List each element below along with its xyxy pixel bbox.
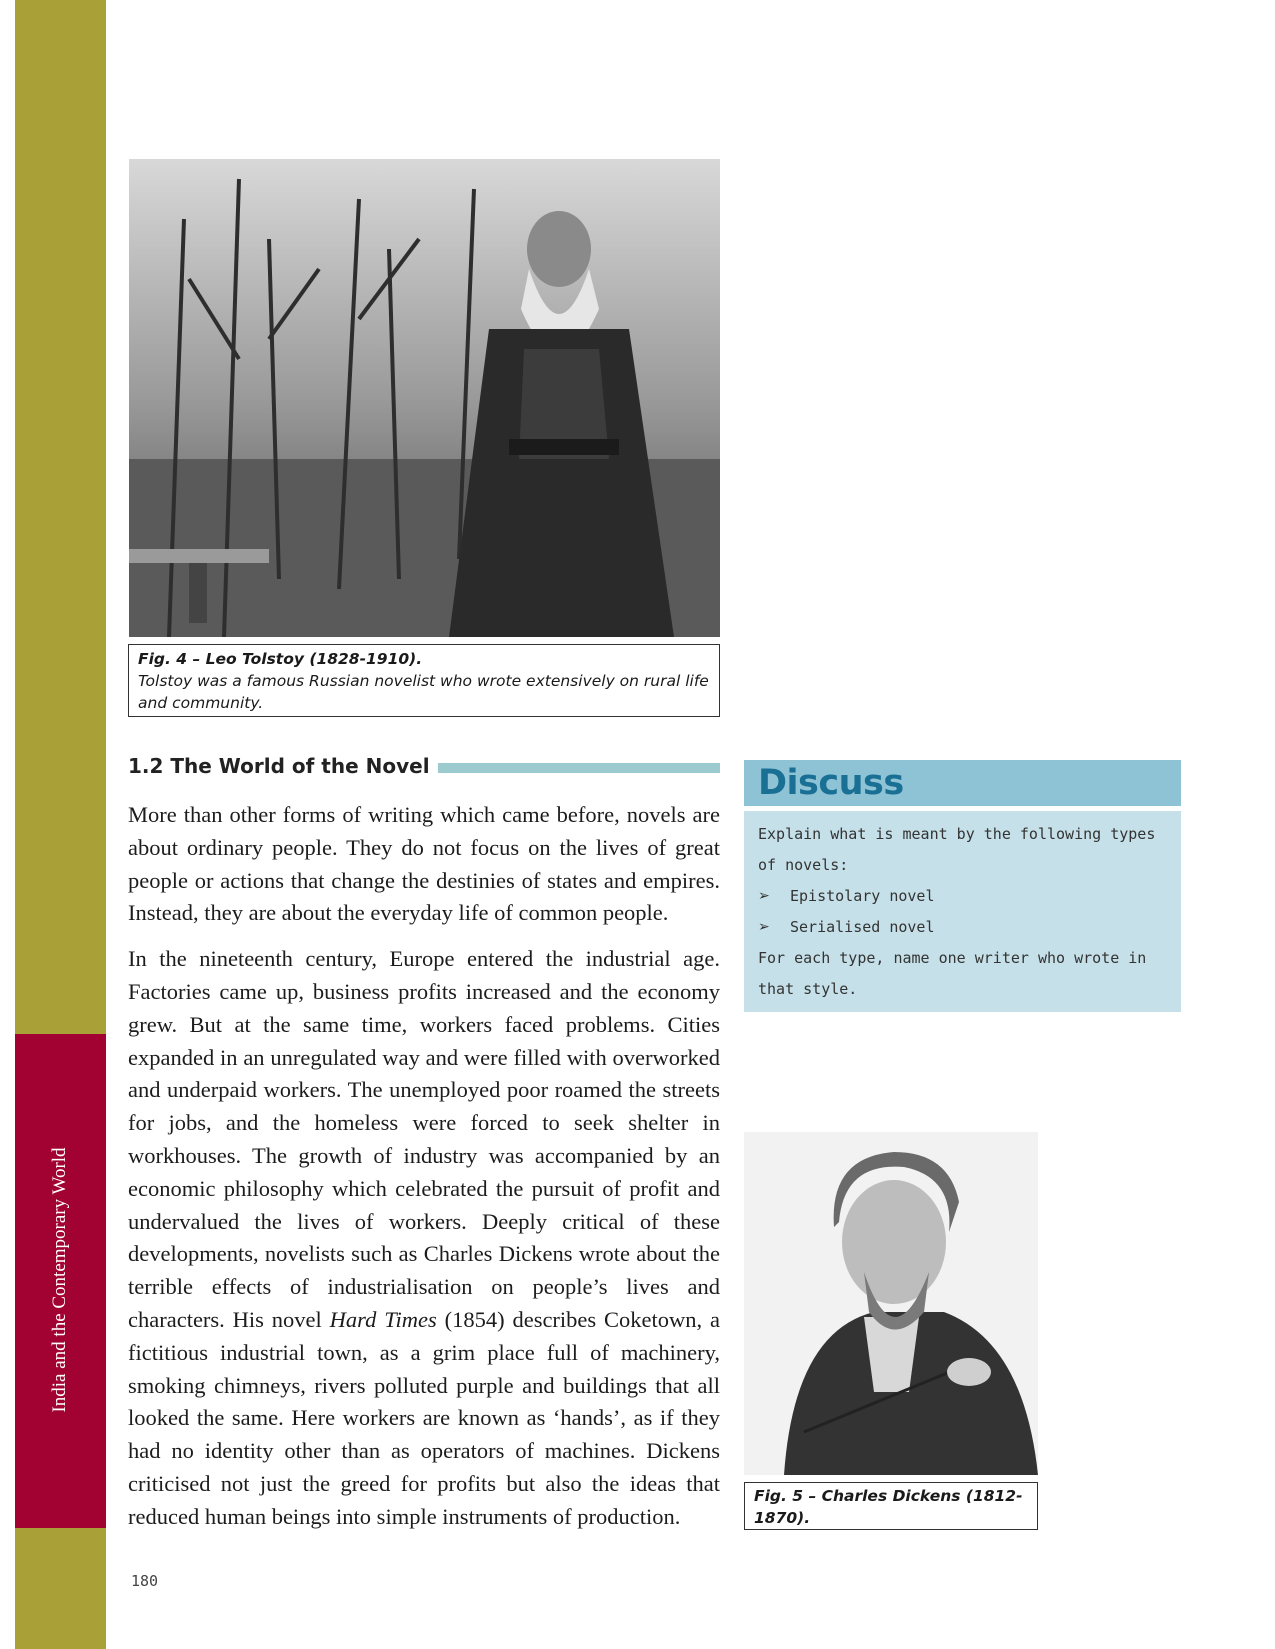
section-heading: [128, 750, 720, 782]
fig4-caption-title: Fig. 4 – Leo Tolstoy (1828-1910).: [138, 650, 423, 668]
discuss-box: [744, 811, 1181, 1012]
body-text: [128, 799, 720, 1547]
discuss-title: Discuss: [758, 763, 904, 803]
discuss-list: [758, 881, 1167, 943]
list-item: [758, 912, 1167, 943]
paragraph-text: In the nineteenth century, Europe entered the industrial age. Factories came up, business profits increased and the economy grew. But at the same time, workers faced problems. Cities expanded in an unregulated way and were filled with overworked and underpaid workers. The unemployed poor roamed the streets for jobs, and the homeless were forced to seek shelter in workhouses. The growth of industry was accompanied by an economic philosophy which celebrated the pursuit of profit and undervalued the lives of workers. Deeply critical of these developments, novelists such as Charles Dickens wrote about the terrible effects of industrialisation on people’s lives and characters. His novel: [128, 946, 720, 1332]
paragraph: More than other forms of writing which came before, novels are about ordinary people. They do not focus on the lives of great people or actions that change the destinies of states and empires. Instead, they are about the everyday life of common people.: [128, 802, 720, 926]
discuss-prompt: Explain what is meant by the following types of novels:: [758, 825, 1156, 874]
list-item: [758, 881, 1167, 912]
fig4-caption-text: Tolstoy was a famous Russian novelist who wrote extensively on rural life and community.: [138, 672, 709, 712]
discuss-header: [744, 760, 1181, 806]
paragraph-text: (1854) describes Coketown, a fictitious industrial town, as a grim place full of machinery, smoking chimneys, rivers polluted purple and buildings that all looked the same. Here workers are known as ‘hands’, as if they had no identity other than as operators of machines. Dickens criticised not just the greed for profits but also the ideas that reduced human beings into simple instruments of production.: [128, 1306, 721, 1529]
paragraph: [128, 943, 720, 1533]
dickens-photo: [744, 1132, 1038, 1475]
heading-rule: [438, 763, 720, 773]
fig5-caption-title: Fig. 5 – Charles Dickens (1812-1870).: [754, 1487, 1023, 1527]
fig5-caption: [744, 1482, 1038, 1530]
list-item-label: Serialised novel: [790, 918, 935, 936]
section-title: 1.2 The World of the Novel: [128, 754, 430, 778]
arrow-bullet-icon: ➢: [758, 888, 770, 904]
discuss-followup: For each type, name one writer who wrote in that style.: [758, 949, 1147, 998]
page-number: 180: [131, 1572, 159, 1590]
arrow-bullet-icon: ➢: [758, 919, 770, 935]
tolstoy-photo: [129, 159, 720, 637]
fig4-caption: [128, 644, 720, 717]
list-item-label: Epistolary novel: [790, 887, 935, 905]
running-title: India and the Contemporary World: [49, 1147, 70, 1413]
book-title: Hard Times: [329, 1306, 437, 1332]
